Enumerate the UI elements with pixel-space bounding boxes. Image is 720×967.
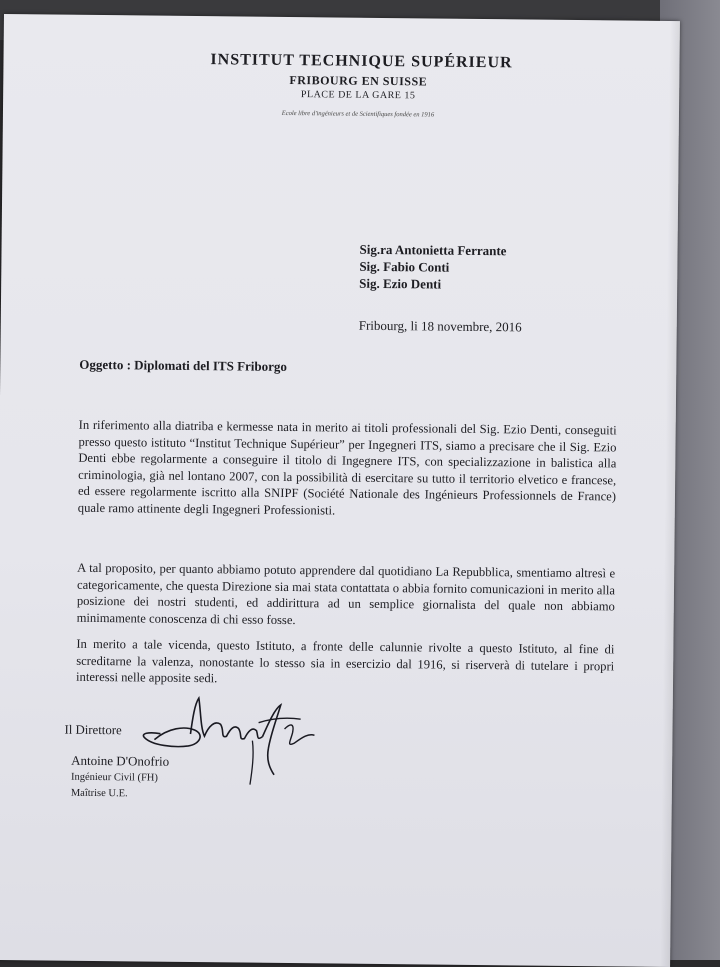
letterhead-institute: INSTITUT TECHNIQUE SUPÉRIEUR bbox=[210, 51, 513, 72]
body-paragraph: In merito a tale vicenda, questo Istituto, a fronte delle calunnie rivolte a questo Istituto, al fine di screditarne la valenza, nonostante lo stesso sia in esercizio dal 1916, si riserverà di tutelare i propri interessi nelle apposite sedi. bbox=[75, 636, 615, 686]
letterhead-city: FRIBOURG EN SUISSE bbox=[289, 72, 428, 89]
body-paragraph: In riferimento alla diatriba e kermesse nata in merito ai titoli professionali del Sig. Ezio Denti, conseguiti presso questo istituto “Institut Technique Supérieur” per Ingegneri ITS, siamo a precisare che il Sig. Ezio Denti ebbe regolarmente a conseguire il titolo di Ingegnere ITS, con specializzazione in balistica alla criminologia, già nel lontano 2007, con la possibilità di esercitare su tutto il territorio elvetico e francese, ed essere regolarmente iscritto alla SNIPF (Société Nationale des Ingénieurs Professionnels de France) quale ramo attinente degli Ingegneri Professionisti. bbox=[77, 417, 617, 518]
recipient: Sig. Ezio Denti bbox=[359, 275, 442, 292]
subject-line: Oggetto : Diplomati del ITS Friborgo bbox=[79, 356, 288, 374]
signatory-qualification: Maîtrise U.E. bbox=[70, 787, 128, 800]
recipient: Sig. Fabio Conti bbox=[359, 258, 450, 275]
letterhead-address: PLACE DE LA GARE 15 bbox=[300, 89, 416, 102]
closing-role: Il Direttore bbox=[64, 722, 122, 738]
recipients-block bbox=[359, 241, 506, 294]
body-paragraph: A tal proposito, per quanto abbiamo potuto apprendere dal quotidiano La Repubblica, smentiamo altresì e categoricamente, che questa Direzione sia mai stata contattata o abbia fornito comunicazioni in merito alla posizione dei nostri studenti, ed addirittura ad un semplice giornalista del quale non abbiamo minimamente conoscenza di chi esso fosse. bbox=[76, 560, 616, 627]
letter-sheet bbox=[0, 14, 680, 967]
signatory-title: Ingénieur Civil (FH) bbox=[70, 771, 158, 784]
signatory-name: Antoine D'Onofrio bbox=[71, 752, 170, 769]
handwritten-signature bbox=[134, 687, 335, 789]
place-date: Fribourg, li 18 novembre, 2016 bbox=[358, 317, 522, 335]
recipient: Sig.ra Antonietta Ferrante bbox=[359, 241, 507, 259]
letterhead-motto: Ecole libre d'ingénieurs et de Scientifiques fondée en 1916 bbox=[281, 109, 435, 119]
